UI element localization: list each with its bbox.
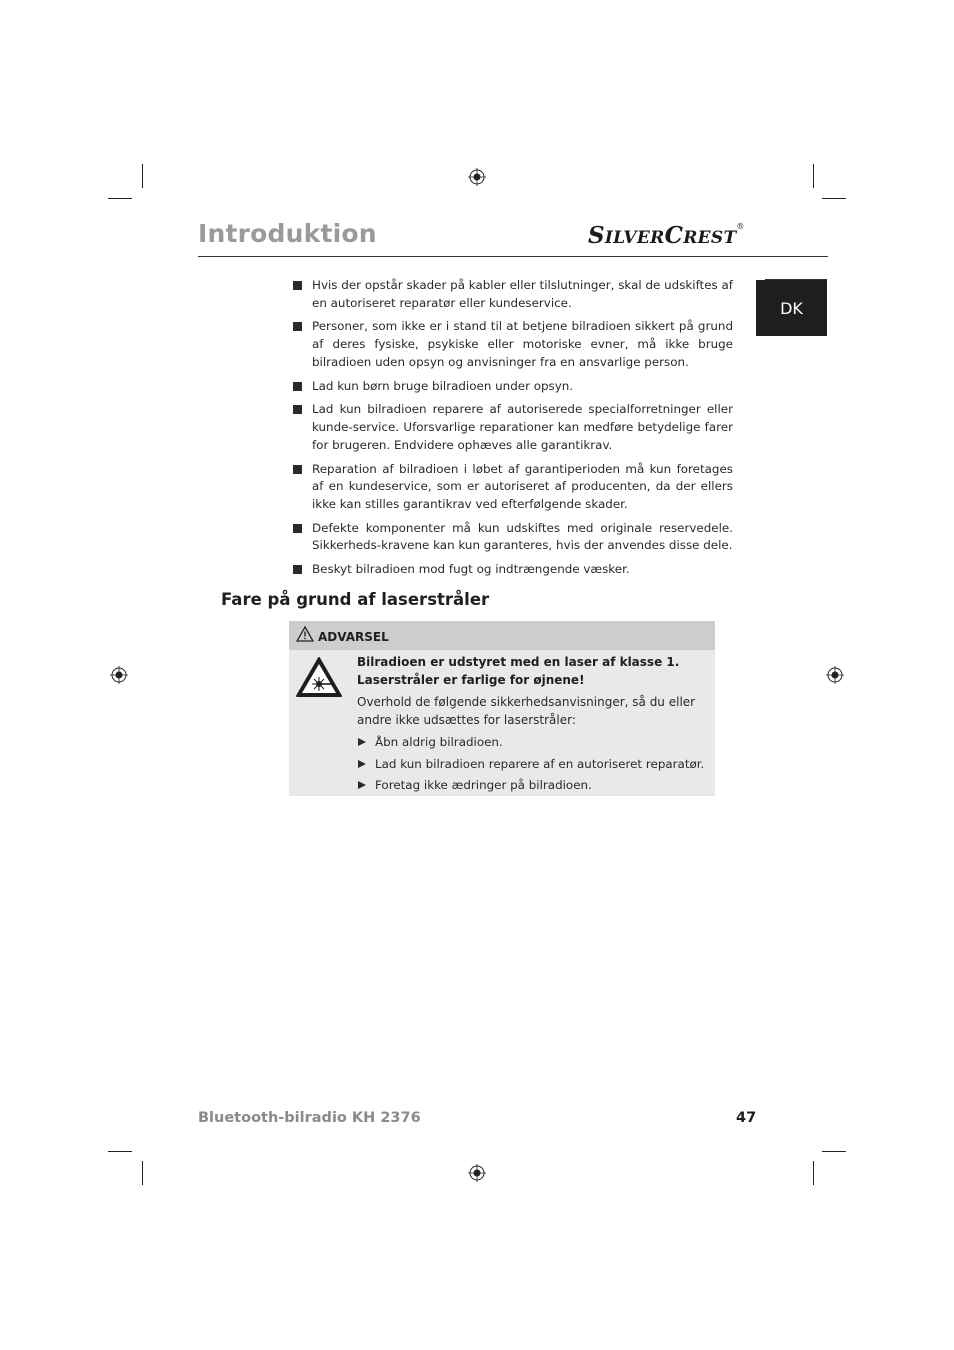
list-item: [293, 561, 733, 579]
registration-mark-icon: [468, 1164, 486, 1182]
list-item: [357, 776, 709, 794]
square-bullet-icon: [293, 405, 302, 414]
laser-hazard-icon: [295, 656, 343, 698]
warning-triangle-icon: [296, 626, 314, 642]
crop-mark: [813, 164, 814, 188]
footer-product-name: Bluetooth-bilradio KH 2376: [198, 1110, 421, 1126]
square-bullet-icon: [293, 382, 302, 391]
warning-bold-text: [357, 653, 709, 689]
list-item: [293, 378, 733, 396]
header-rule: [198, 256, 828, 257]
warning-steps-list: [357, 733, 709, 798]
list-item: [357, 733, 709, 751]
list-item-text: Lad kun bilradioen reparere af autoriserede specialforretninger eller kunde-service. Uforsvarlige reparationer kan medføre betydelige farer for brugeren. Endvidere ophæves alle garantikrav.: [312, 402, 733, 452]
list-item: [293, 520, 733, 555]
page-number: 47: [736, 1110, 757, 1126]
crop-mark: [108, 198, 132, 199]
list-item-text: Åbn aldrig bilradioen.: [375, 735, 503, 749]
registration-mark-icon: [110, 666, 128, 684]
square-bullet-icon: [293, 322, 302, 331]
list-item-text: Beskyt bilradioen mod fugt og indtrængende væsker.: [312, 562, 630, 577]
list-item: [293, 461, 733, 514]
list-item-text: Foretag ikke ædringer på bilradioen.: [375, 778, 592, 792]
list-item-text: Lad kun børn bruge bilradioen under opsyn.: [312, 378, 574, 393]
list-item-text: Lad kun bilradioen reparere af en autoriseret reparatør.: [375, 756, 705, 771]
arrow-bullet-icon: [358, 760, 366, 768]
registration-mark-icon: [468, 168, 486, 186]
crop-mark: [822, 198, 846, 199]
registration-mark-icon: [826, 666, 844, 684]
list-item: [293, 401, 733, 454]
square-bullet-icon: [293, 465, 302, 474]
crop-mark: [822, 1151, 846, 1152]
warning-label: ADVARSEL: [318, 630, 389, 644]
list-item: [293, 318, 733, 371]
list-item-text: Hvis der opstår skader på kabler eller tilslutninger, skal de udskiftes af en autoriseret reparatør eller kundeservice.: [312, 278, 733, 310]
crop-mark: [108, 1151, 132, 1152]
arrow-bullet-icon: [358, 781, 366, 789]
crop-mark: [813, 1161, 814, 1185]
square-bullet-icon: [293, 281, 302, 290]
arrow-bullet-icon: [358, 738, 366, 746]
square-bullet-icon: [293, 565, 302, 574]
list-item-text: Personer, som ikke er i stand til at betjene bilradioen sikkert på grund af deres fysiske, psykiske eller motoriske evner, må ikke bruge bilradioen uden opsyn og anvisninger fra en ansvarlige person.: [312, 319, 733, 369]
crop-mark: [142, 164, 143, 188]
list-item: [293, 277, 733, 312]
list-item-text: Defekte komponenter må kun udskiftes med originale reservedele. Sikkerheds-kravene kan kun garanteres, hvis der anvendes disse dele.: [312, 520, 733, 553]
language-tab: DK: [756, 280, 827, 336]
safety-bullet-list: [293, 277, 733, 585]
warning-bold-line: Laserstråler er farlige for øjnene!: [357, 673, 585, 687]
section-heading: Fare på grund af laserstråler: [221, 590, 490, 609]
square-bullet-icon: [293, 524, 302, 533]
warning-instruction-text: Overhold de følgende sikkerhedsanvisninger, så du eller andre ikke udsættes for laserstråler:: [357, 695, 696, 727]
list-item-text: Reparation af bilradioen i løbet af garantiperioden må kun foretages af en kundeservice, som er autoriseret af producenten, da der ellers ikke kan stilles garantikrav ved efterfølgende skader.: [312, 461, 733, 511]
list-item: [357, 755, 709, 773]
warning-bold-line: Bilradioen er udstyret med en laser af klasse 1.: [357, 655, 680, 669]
brand-logo: SILVERCREST®: [588, 222, 745, 249]
page-title: Introduktion: [198, 219, 377, 248]
crop-mark: [142, 1161, 143, 1185]
